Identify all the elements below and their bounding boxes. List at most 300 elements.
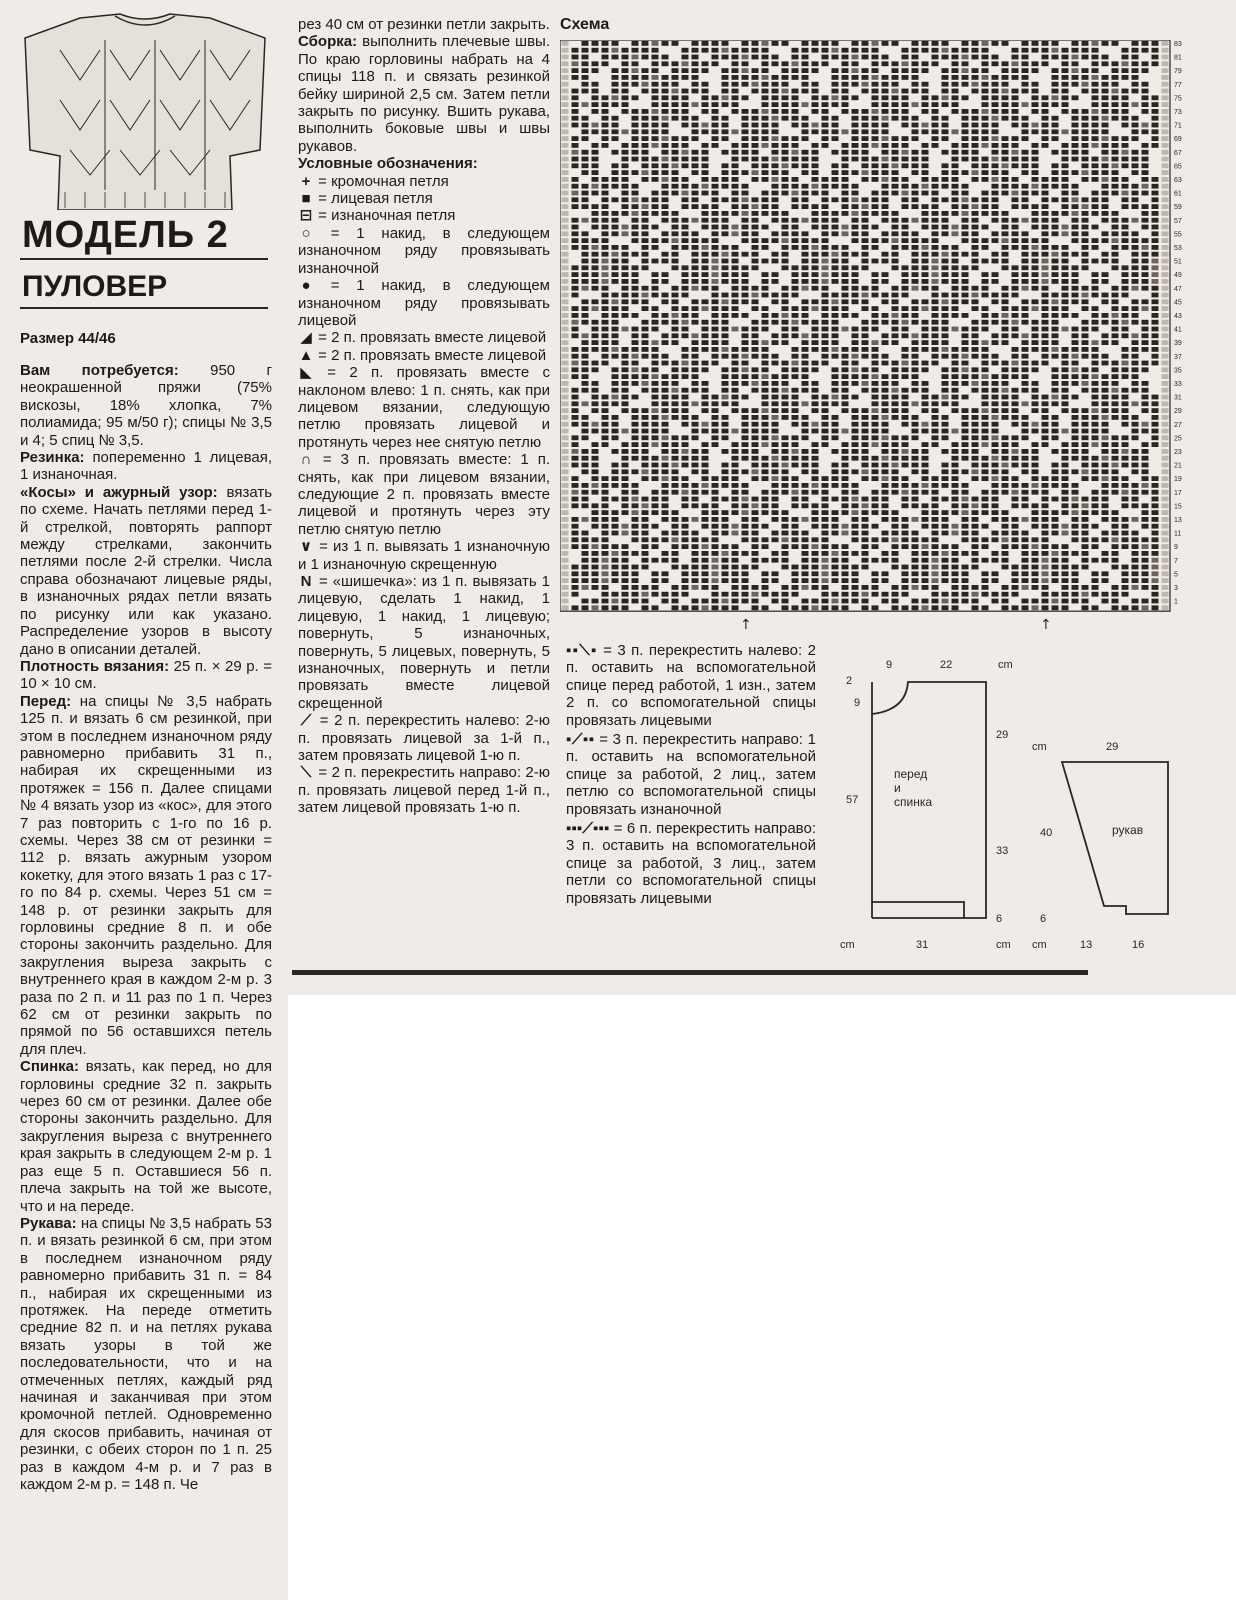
chart-cell <box>572 490 579 495</box>
chart-cell <box>852 225 859 230</box>
chart-cell <box>802 361 809 366</box>
chart-cell <box>812 211 819 216</box>
chart-cell <box>762 143 769 148</box>
chart-cell <box>602 565 609 570</box>
chart-cell <box>1072 197 1079 202</box>
chart-cell <box>852 361 859 366</box>
chart-cell <box>1122 463 1129 468</box>
chart-cell <box>1002 95 1009 100</box>
chart-cell <box>832 143 839 148</box>
chart-cell <box>1112 333 1119 338</box>
chart-cell <box>1062 497 1069 502</box>
chart-cell <box>592 442 599 447</box>
chart-cell <box>672 41 679 46</box>
chart-cell <box>702 55 709 60</box>
chart-cell <box>722 245 729 250</box>
chart-cell <box>572 109 579 114</box>
chart-cell <box>912 463 919 468</box>
chart-cell <box>602 238 609 243</box>
chart-cell <box>1112 95 1119 100</box>
chart-cell <box>982 340 989 345</box>
chart-cell <box>572 61 579 66</box>
chart-cell <box>732 401 739 406</box>
chart-cell <box>1052 585 1059 590</box>
chart-cell <box>822 238 829 243</box>
chart-cell <box>1062 231 1069 236</box>
chart-cell <box>1002 150 1009 155</box>
chart-cell <box>672 537 679 542</box>
chart-cell <box>942 565 949 570</box>
chart-cell <box>862 231 869 236</box>
chart-cell <box>742 524 749 529</box>
chart-cell <box>832 531 839 536</box>
chart-cell <box>612 551 619 556</box>
chart-cell <box>842 299 849 304</box>
chart-cell <box>892 544 899 549</box>
chart-cell <box>1042 245 1049 250</box>
chart-cell <box>1112 463 1119 468</box>
chart-cell <box>852 558 859 563</box>
chart-cell <box>1002 61 1009 66</box>
chart-cell <box>982 82 989 87</box>
chart-cell <box>952 463 959 468</box>
chart-cell <box>1082 517 1089 522</box>
chart-cell <box>992 585 999 590</box>
chart-cell <box>942 340 949 345</box>
chart-cell <box>652 293 659 298</box>
chart-cell <box>622 279 629 284</box>
chart-cell <box>912 184 919 189</box>
chart-cell <box>802 381 809 386</box>
chart-cell <box>662 123 669 128</box>
chart-cell <box>1012 551 1019 556</box>
chart-cell <box>702 82 709 87</box>
chart-cell <box>942 197 949 202</box>
chart-cell <box>652 82 659 87</box>
chart-cell <box>652 367 659 372</box>
chart-cell <box>1032 503 1039 508</box>
chart-cell <box>612 197 619 202</box>
chart-cell <box>902 456 909 461</box>
chart-cell <box>762 340 769 345</box>
chart-cell <box>752 143 759 148</box>
chart-cell <box>712 463 719 468</box>
chart-cell <box>732 177 739 182</box>
chart-cell <box>1072 476 1079 481</box>
chart-cell <box>742 531 749 536</box>
chart-cell <box>562 231 569 236</box>
chart-cell <box>962 157 969 162</box>
chart-cell <box>592 361 599 366</box>
chart-cell <box>822 517 829 522</box>
chart-cell <box>952 313 959 318</box>
chart-cell <box>642 551 649 556</box>
chart-cell <box>562 61 569 66</box>
chart-cell <box>1132 544 1139 549</box>
chart-cell <box>1052 367 1059 372</box>
chart-cell <box>962 279 969 284</box>
chart-cell <box>802 537 809 542</box>
chart-cell <box>892 129 899 134</box>
chart-cell <box>662 252 669 257</box>
chart-cell <box>652 327 659 332</box>
chart-cell <box>782 41 789 46</box>
chart-cell <box>792 116 799 121</box>
chart-cell <box>912 585 919 590</box>
chart-cell <box>962 422 969 427</box>
chart-cell <box>712 41 719 46</box>
chart-cell <box>562 286 569 291</box>
chart-cell <box>752 184 759 189</box>
chart-cell <box>1052 306 1059 311</box>
chart-cell <box>642 476 649 481</box>
chart-cell <box>1032 313 1039 318</box>
chart-cell <box>1122 191 1129 196</box>
chart-cell <box>1052 333 1059 338</box>
chart-cell <box>972 422 979 427</box>
chart-cell <box>792 551 799 556</box>
chart-cell <box>912 388 919 393</box>
chart-cell <box>772 395 779 400</box>
chart-cell <box>1102 544 1109 549</box>
chart-cell <box>1032 75 1039 80</box>
chart-cell <box>822 150 829 155</box>
chart-cell <box>632 218 639 223</box>
chart-cell <box>1142 238 1149 243</box>
chart-cell <box>1112 531 1119 536</box>
chart-cell <box>1092 517 1099 522</box>
chart-cell <box>802 218 809 223</box>
chart-cell <box>562 143 569 148</box>
chart-cell <box>732 170 739 175</box>
chart-cell <box>1052 238 1059 243</box>
chart-cell <box>932 415 939 420</box>
chart-cell <box>842 143 849 148</box>
chart-cell <box>812 571 819 576</box>
chart-cell <box>842 571 849 576</box>
chart-cell <box>892 429 899 434</box>
chart-cell <box>862 102 869 107</box>
chart-cell <box>632 565 639 570</box>
chart-cell <box>922 204 929 209</box>
chart-cell <box>732 313 739 318</box>
chart-cell <box>872 551 879 556</box>
chart-cell <box>872 422 879 427</box>
chart-cell <box>962 517 969 522</box>
sleeves-continued: рез 40 см от резинки петли закрыть. <box>298 16 550 33</box>
chart-cell <box>1112 170 1119 175</box>
chart-cell <box>992 524 999 529</box>
chart-cell <box>622 401 629 406</box>
chart-cell <box>612 293 619 298</box>
chart-cell <box>952 231 959 236</box>
chart-cell <box>972 265 979 270</box>
chart-cell <box>602 170 609 175</box>
chart-cell <box>912 524 919 529</box>
title-divider <box>20 258 268 260</box>
chart-cell <box>722 442 729 447</box>
chart-cell <box>892 497 899 502</box>
chart-cell <box>712 279 719 284</box>
chart-cell <box>612 571 619 576</box>
chart-cell <box>652 109 659 114</box>
chart-cell <box>672 231 679 236</box>
chart-cell <box>922 429 929 434</box>
chart-cell <box>962 565 969 570</box>
chart-cell <box>822 211 829 216</box>
chart-cell <box>1122 136 1129 141</box>
chart-cell <box>912 129 919 134</box>
chart-cell <box>652 116 659 121</box>
chart-cell <box>1112 177 1119 182</box>
chart-cell <box>792 95 799 100</box>
chart-cell <box>992 68 999 73</box>
chart-cell <box>642 123 649 128</box>
chart-cell <box>1092 537 1099 542</box>
chart-cell <box>1132 558 1139 563</box>
chart-cell <box>832 157 839 162</box>
chart-cell <box>1032 204 1039 209</box>
chart-cell <box>1042 75 1049 80</box>
chart-cell <box>902 503 909 508</box>
chart-cell <box>662 89 669 94</box>
chart-cell <box>722 388 729 393</box>
chart-cell <box>692 327 699 332</box>
chart-cell <box>1032 184 1039 189</box>
chart-cell <box>952 544 959 549</box>
chart-cell <box>652 401 659 406</box>
chart-cell <box>952 354 959 359</box>
chart-cell <box>912 163 919 168</box>
chart-cell <box>672 483 679 488</box>
chart-cell <box>692 123 699 128</box>
chart-cell <box>882 218 889 223</box>
chart-cell <box>982 231 989 236</box>
chart-cell <box>692 449 699 454</box>
chart-cell <box>652 585 659 590</box>
chart-cell <box>962 449 969 454</box>
chart-cell <box>792 238 799 243</box>
chart-cell <box>1032 82 1039 87</box>
chart-cell <box>872 503 879 508</box>
chart-cell <box>1022 197 1029 202</box>
chart-cell <box>912 497 919 502</box>
chart-cell <box>742 469 749 474</box>
chart-cell <box>1112 252 1119 257</box>
chart-cell <box>1032 374 1039 379</box>
chart-cell <box>862 395 869 400</box>
chart-cell <box>672 367 679 372</box>
chart-cell <box>812 48 819 53</box>
chart-cell <box>562 75 569 80</box>
chart-cell <box>632 204 639 209</box>
chart-cell <box>782 347 789 352</box>
chart-cell <box>742 191 749 196</box>
chart-cell <box>742 327 749 332</box>
chart-cell <box>812 524 819 529</box>
chart-cell <box>972 89 979 94</box>
chart-cell <box>1042 204 1049 209</box>
chart-cell <box>792 354 799 359</box>
chart-cell <box>1102 490 1109 495</box>
chart-cell <box>1152 415 1159 420</box>
chart-cell <box>932 136 939 141</box>
chart-cell <box>892 89 899 94</box>
chart-cell <box>632 293 639 298</box>
chart-cell <box>1092 163 1099 168</box>
chart-cell <box>642 286 649 291</box>
chart-cell <box>822 163 829 168</box>
chart-cell <box>742 503 749 508</box>
chart-cell <box>872 531 879 536</box>
chart-cell <box>602 327 609 332</box>
chart-cell <box>582 558 589 563</box>
chart-cell <box>622 374 629 379</box>
chart-cell <box>592 211 599 216</box>
chart-cell <box>992 272 999 277</box>
chart-cell <box>772 286 779 291</box>
chart-cell <box>732 225 739 230</box>
chart-cell <box>1002 279 1009 284</box>
chart-cell <box>722 286 729 291</box>
chart-cell <box>922 238 929 243</box>
chart-cell <box>1062 571 1069 576</box>
front-paragraph: Перед: на спицы № 3,5 набрать 125 п. и вязать 6 см резинкой, при этом в последнем изнаночном ряду равномерно прибавить 31 п., набирая их скрещенными из протяжек = 156 п. Далее спицами № 4 вязать узор из «кос», для этого 7 раз повторить с 1-го по 16 р. схемы. Через 38 см от резинки = 112 р. вязать ажурным узором кокетку, для этого вязать 1 раз с 17-го по 84 р. схемы. Через 51 см = 148 р. от резинки закрыть для горловины средние 8 п. и обе стороны закончить раздельно. Для закругления выреза закрыть с внутреннего края в каждом 2-м р. 3 раза по 2 п. и 11 раз по 1 п. Через 62 см от резинки закрыть по прямой по 56 оставшихся петель для плеч. <box>20 692 272 1058</box>
chart-cell <box>572 320 579 325</box>
chart-cell <box>1042 558 1049 563</box>
legend-item <box>298 347 550 364</box>
chart-cell <box>802 259 809 264</box>
chart-cell <box>642 537 649 542</box>
chart-cell <box>652 136 659 141</box>
chart-cell <box>872 218 879 223</box>
chart-cell <box>652 306 659 311</box>
chart-cell <box>662 184 669 189</box>
chart-cell <box>1112 123 1119 128</box>
chart-cell <box>572 449 579 454</box>
chart-cell <box>1082 116 1089 121</box>
legend-symbol: ■ <box>301 190 311 208</box>
chart-cell <box>662 245 669 250</box>
chart-cell <box>1132 123 1139 128</box>
chart-cell <box>892 395 899 400</box>
chart-cell <box>1122 116 1129 121</box>
chart-cell <box>602 469 609 474</box>
chart-cell <box>662 272 669 277</box>
chart-cell <box>672 415 679 420</box>
chart-cell <box>1032 565 1039 570</box>
chart-cell <box>1042 177 1049 182</box>
chart-cell <box>1072 354 1079 359</box>
chart-cell <box>1042 429 1049 434</box>
chart-cell <box>752 517 759 522</box>
chart-cell <box>882 48 889 53</box>
chart-cell <box>732 116 739 121</box>
chart-cell <box>822 218 829 223</box>
chart-cell <box>582 95 589 100</box>
chart-cell <box>822 415 829 420</box>
chart-cell <box>1102 449 1109 454</box>
chart-cell <box>872 449 879 454</box>
chart-cell <box>572 558 579 563</box>
chart-cell <box>682 565 689 570</box>
chart-cell <box>1012 211 1019 216</box>
chart-cell <box>582 252 589 257</box>
chart-cell <box>1032 306 1039 311</box>
chart-cell <box>692 571 699 576</box>
chart-cell <box>772 82 779 87</box>
chart-cell <box>582 327 589 332</box>
chart-cell <box>942 61 949 66</box>
chart-cell <box>612 347 619 352</box>
chart-cell <box>972 490 979 495</box>
chart-cell <box>1052 354 1059 359</box>
chart-cell <box>792 429 799 434</box>
chart-cell <box>1052 286 1059 291</box>
chart-cell <box>632 41 639 46</box>
chart-cell <box>602 497 609 502</box>
chart-cell <box>652 272 659 277</box>
chart-cell <box>972 184 979 189</box>
chart-cell <box>892 327 899 332</box>
chart-cell <box>712 544 719 549</box>
chart-cell <box>942 354 949 359</box>
chart-cell <box>722 211 729 216</box>
chart-cell <box>1032 551 1039 556</box>
chart-cell <box>862 442 869 447</box>
chart-cell <box>1082 231 1089 236</box>
chart-cell <box>592 388 599 393</box>
chart-cell <box>662 537 669 542</box>
chart-cell <box>1092 435 1099 440</box>
chart-cell <box>1132 571 1139 576</box>
chart-cell <box>672 565 679 570</box>
chart-cell <box>982 510 989 515</box>
chart-cell <box>852 367 859 372</box>
chart-cell <box>1062 558 1069 563</box>
chart-cell <box>652 517 659 522</box>
chart-cell <box>1062 170 1069 175</box>
chart-cell <box>1062 544 1069 549</box>
chart-cell <box>882 367 889 372</box>
chart-cell <box>832 340 839 345</box>
chart-cell <box>682 265 689 270</box>
chart-cell <box>622 109 629 114</box>
chart-cell <box>832 435 839 440</box>
chart-cell <box>962 286 969 291</box>
chart-cell <box>1112 388 1119 393</box>
chart-cell <box>612 415 619 420</box>
chart-cell <box>1112 184 1119 189</box>
chart-cell <box>822 136 829 141</box>
chart-cell <box>612 109 619 114</box>
chart-cell <box>892 286 899 291</box>
chart-cell <box>762 157 769 162</box>
chart-cell <box>972 102 979 107</box>
chart-cell <box>1112 565 1119 570</box>
chart-cell <box>762 313 769 318</box>
chart-cell <box>682 395 689 400</box>
chart-cell <box>792 320 799 325</box>
chart-cell <box>602 89 609 94</box>
chart-cell <box>622 286 629 291</box>
chart-cell <box>1012 558 1019 563</box>
chart-cell <box>842 61 849 66</box>
chart-cell <box>902 449 909 454</box>
chart-cell <box>602 415 609 420</box>
chart-cell <box>612 340 619 345</box>
chart-cell <box>1132 388 1139 393</box>
